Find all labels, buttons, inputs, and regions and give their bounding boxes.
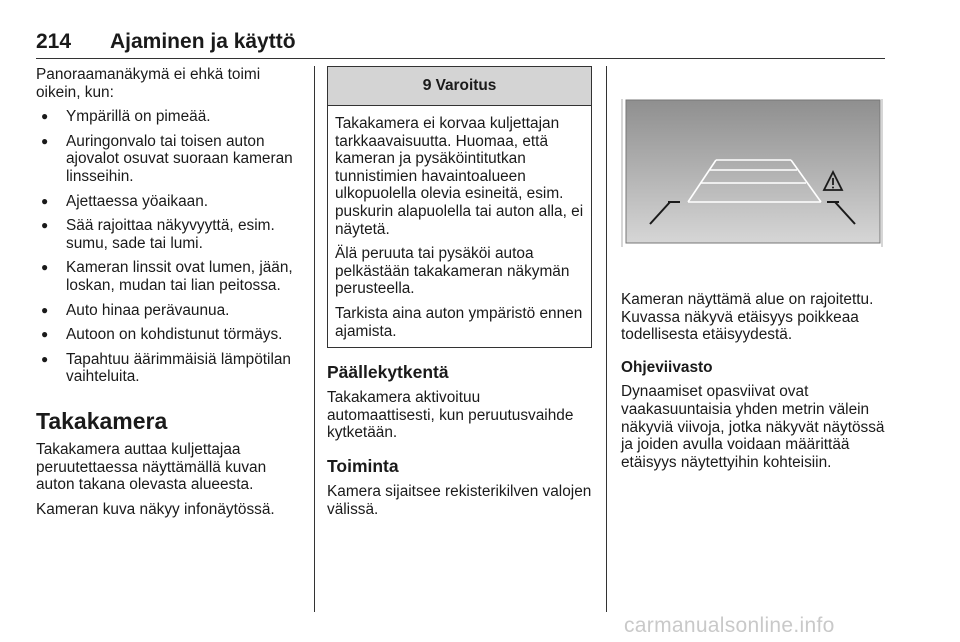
page-number: 214	[36, 30, 72, 53]
conditions-list	[36, 108, 304, 386]
list-item: ● Auringonvalo tai toisen auton ajovalot osuvat suoraan kameran linsseihin.	[36, 133, 304, 186]
camera-screen	[626, 100, 880, 243]
warning-body	[328, 106, 591, 340]
column-2	[327, 66, 592, 525]
column-divider-2	[606, 66, 607, 612]
warning-paragraph: Takakamera ei korvaa kuljettajan tarkkaavaisuutta. Huomaa, että kameran ja pysäköintitutkan tunnistimien havaintoalueen ulkopuolella olevia esineitä, esim. puskurin alapuolella tai auton alla, ei näytetä.	[335, 115, 584, 238]
rear-camera-view-illustration	[620, 94, 886, 252]
paragraph: Dynaamiset opasviivat ovat vaakasuuntaisia yhden metrin välein näkyviä viivoja, jotka näkyvät näytössä ja joiden avulla voidaan määrittää etäisyys näytettyihin kohteisiin.	[621, 383, 885, 471]
warning-box	[327, 66, 592, 348]
warning-paragraph: Älä peruuta tai pysäköi autoa pelkästään takakameran näkymän perusteella.	[335, 245, 570, 298]
list-item: ● Auto hinaa perävaunua.	[36, 302, 304, 320]
paragraph: Takakamera auttaa kuljettajaa peruutettaessa näyttämällä kuvan auton takana olevasta alueesta.	[36, 440, 267, 494]
figure-caption: Kameran näyttämä alue on rajoitettu. Kuvassa näkyvä etäisyys poikkeaa todellisesta etäisyydestä.	[621, 291, 874, 344]
list-item: ● Sää rajoittaa näkyvyyttä, esim. sumu, sade tai lumi.	[36, 217, 304, 252]
header-rule	[36, 58, 885, 59]
column-3	[621, 291, 889, 478]
warning-paragraph: Tarkista aina auton ympäristö ennen ajamista.	[335, 304, 583, 340]
list-item: ● Ajettaessa yöaikaan.	[36, 193, 304, 211]
column-1	[36, 66, 304, 525]
warning-symbol-icon: 9	[422, 77, 432, 95]
warning-title: Varoitus	[435, 77, 497, 95]
watermark-text: carmanualsonline.info	[624, 614, 835, 637]
page-header-title: Ajaminen ja käyttö	[110, 30, 296, 53]
section-heading-paallekytkenta: Päällekytkentä	[327, 362, 449, 383]
list-item: ● Autoon on kohdistunut törmäys.	[36, 326, 304, 344]
list-item: ● Kameran linssit ovat lumen, jään, loskan, mudan tai lian peitossa.	[36, 259, 304, 294]
section-heading-toiminta: Toiminta	[327, 455, 399, 476]
subheading-ohjeviivasto: Ohjeviivasto	[621, 358, 713, 376]
paragraph: Kamera sijaitsee rekisterikilven valojen välissä.	[327, 482, 592, 518]
section-heading-takakamera: Takakamera	[36, 407, 168, 434]
column-divider-1	[314, 66, 315, 612]
warning-header	[328, 67, 591, 106]
intro-text: Panoraamanäkymä ei ehkä toimi oikein, kun:	[36, 66, 261, 101]
list-item: ● Ympärillä on pimeää.	[36, 108, 304, 126]
paragraph: Kameran kuva näkyy infonäytössä.	[36, 500, 275, 518]
paragraph: Takakamera aktivoituu automaattisesti, kun peruutusvaihde kytketään.	[327, 389, 574, 442]
list-item: ● Tapahtuu äärimmäisiä lämpötilan vaihteluita.	[36, 351, 304, 386]
